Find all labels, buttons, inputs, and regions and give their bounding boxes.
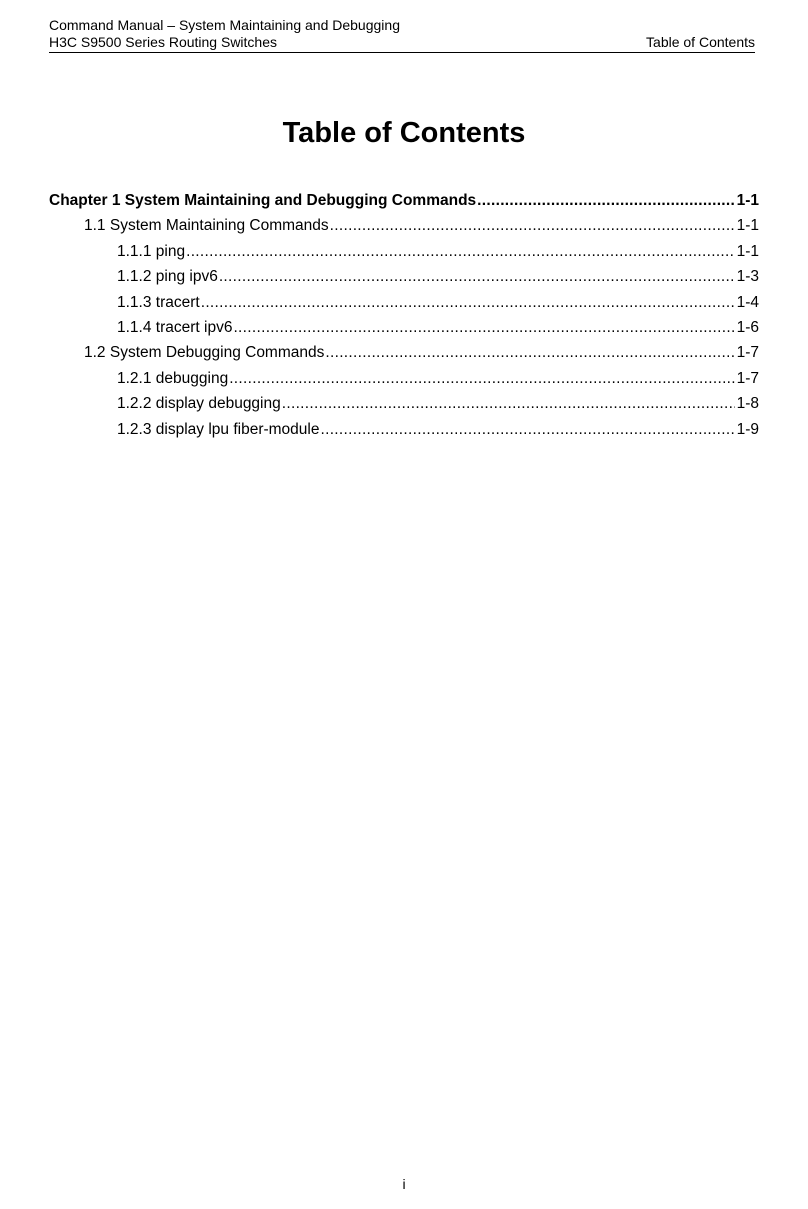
toc-dot-leader — [201, 290, 735, 315]
toc-entry-label: 1.1 System Maintaining Commands — [84, 217, 329, 235]
toc-entry-label: 1.2.2 display debugging — [117, 395, 281, 413]
toc-entry-label: 1.1.1 ping — [117, 242, 186, 260]
toc-entry-chapter-1[interactable] — [49, 188, 759, 213]
toc-entry-label: 1.1.4 tracert ipv6 — [117, 318, 233, 336]
toc-entry-label: 1.1.3 tracert — [117, 293, 200, 311]
toc-dot-leader — [186, 239, 735, 264]
toc-entry-page: 1-9 — [736, 420, 759, 438]
toc-dot-leader — [320, 417, 734, 442]
toc-dot-leader — [229, 366, 734, 391]
table-of-contents — [49, 188, 759, 442]
toc-dot-leader — [477, 188, 734, 213]
toc-entry-1-2[interactable] — [49, 340, 759, 365]
toc-entry-label: 1.1.2 ping ipv6 — [117, 268, 218, 286]
toc-entry-page: 1-1 — [736, 217, 759, 235]
toc-entry-1-1-3[interactable] — [49, 290, 759, 315]
toc-dot-leader — [282, 391, 735, 416]
toc-entry-1-1-2[interactable] — [49, 264, 759, 289]
toc-entry-page: 1-8 — [736, 395, 759, 413]
toc-entry-1-1[interactable] — [49, 213, 759, 238]
toc-entry-label: 1.2.3 display lpu fiber-module — [117, 420, 320, 438]
toc-dot-leader — [330, 213, 735, 238]
page-number: i — [402, 1176, 406, 1192]
toc-dot-leader — [219, 264, 735, 289]
toc-entry-page: 1-7 — [736, 344, 759, 362]
toc-entry-page: 1-1 — [736, 242, 759, 260]
toc-entry-page: 1-4 — [736, 293, 759, 311]
toc-entry-1-2-1[interactable] — [49, 366, 759, 391]
page-title: Table of Contents — [282, 117, 526, 149]
toc-entry-label: 1.2 System Debugging Commands — [84, 344, 325, 362]
header-product-name: H3C S9500 Series Routing Switches — [49, 34, 278, 50]
toc-entry-1-2-2[interactable] — [49, 391, 759, 416]
toc-dot-leader — [325, 340, 734, 365]
header-manual-title: Command Manual – System Maintaining and Debugging — [49, 17, 400, 33]
toc-entry-page: 1-6 — [736, 318, 759, 336]
page-header — [49, 17, 755, 53]
toc-entry-page: 1-3 — [736, 268, 759, 286]
header-section-name: Table of Contents — [646, 34, 755, 50]
toc-entry-page: 1-7 — [736, 369, 759, 387]
toc-entry-page: 1-1 — [736, 192, 759, 209]
toc-entry-1-1-1[interactable] — [49, 239, 759, 264]
toc-dot-leader — [233, 315, 734, 340]
toc-entry-label: Chapter 1 System Maintaining and Debugging Commands — [49, 192, 477, 209]
toc-entry-1-1-4[interactable] — [49, 315, 759, 340]
toc-entry-1-2-3[interactable] — [49, 417, 759, 442]
toc-entry-label: 1.2.1 debugging — [117, 369, 229, 387]
